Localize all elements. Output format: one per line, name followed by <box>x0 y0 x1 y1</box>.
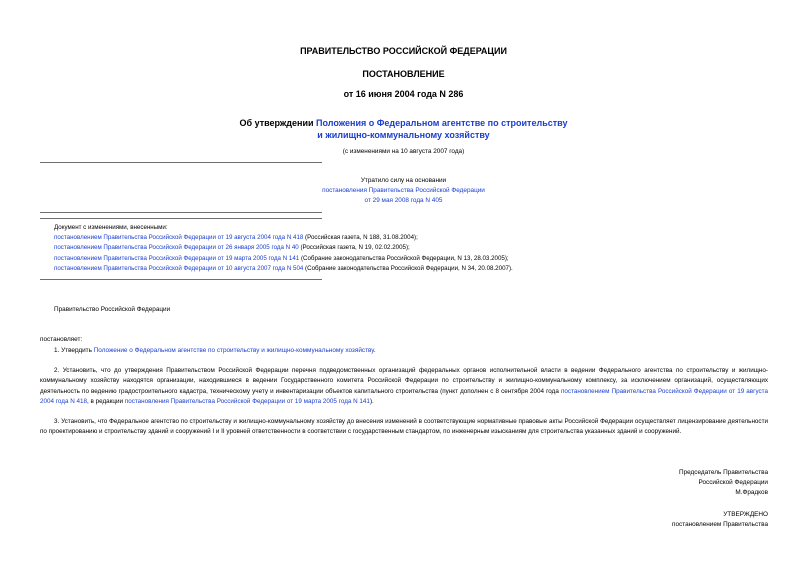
signature-line1: Председатель Правительства <box>679 469 768 476</box>
changes-heading: Документ с изменениями, внесенными: <box>54 224 168 231</box>
p2-link-141[interactable]: постановления Правительства Российской Федерации от 19 марта 2005 года N 141 <box>124 398 370 406</box>
title-prefix: Об утверждении <box>239 118 317 128</box>
repeal-line1: Утратило силу на основании <box>360 177 447 184</box>
divider <box>40 212 322 213</box>
p1-suffix: . <box>373 347 376 354</box>
list-item <box>54 243 794 253</box>
p1-prefix: 1. Утвердить <box>54 347 94 354</box>
signature-line2: Российской Федерации <box>698 479 768 486</box>
divider <box>40 218 322 219</box>
paragraph-2 <box>40 366 768 408</box>
divider <box>40 162 322 163</box>
p1-regulation-link[interactable]: Положение о Федеральном агентстве по строительству и жилищно-коммунальному хозяйству <box>93 347 374 354</box>
change-source: (Собрание законодательства Российской Федерации, N 34, 20.08.2007). <box>303 264 513 272</box>
approved-line1: УТВЕРЖДЕНО <box>723 511 768 518</box>
p2-text: , в редакции <box>87 398 125 406</box>
p2-text: 2. Установить, что до утверждения Правительством Российской Федерации перечня подведомственных организаций федеральных органов исполнительной власти в ведении Федерального агентства по строительству и жилищно-коммунальному хозяйству находятся организации, находившиеся в ведении Государственного комитета Российской Федерации по строительству и жилищно-коммунальному комплексу, за исключением организаций, осуществляющих деятельность по ведению градостроительного кадастра, техническому учету и инвентаризации объектов капитального строительства (пункт дополнен с 8 сентября 2004 года <box>40 367 768 395</box>
list-item <box>54 233 794 243</box>
p2-text: ). <box>369 398 374 406</box>
paragraph-1 <box>54 346 794 356</box>
repeal-link-line2[interactable]: постановления Правительства Российской Федерации <box>322 187 485 194</box>
divider <box>40 279 322 280</box>
issuer: Правительство Российской Федерации <box>54 306 171 313</box>
amendment-note: (с изменениями на 10 августа 2007 года) <box>342 148 465 155</box>
change-source: (Российская газета, N 188, 31.08.2004); <box>303 234 418 242</box>
government-heading: ПРАВИТЕЛЬСТВО РОССИЙСКОЙ ФЕДЕРАЦИИ <box>300 46 507 56</box>
list-item <box>54 264 794 274</box>
change-link[interactable]: постановлением Правительства Российской Федерации от 26 января 2005 года N 40 <box>54 244 299 252</box>
change-source: (Собрание законодательства Российской Федерации, N 13, 28.03.2005); <box>299 254 509 262</box>
paragraph-3: 3. Установить, что Федеральное агентство по строительству и жилищно-коммунальному хозяйству до внесения изменений в соответствующие нормативные правовые акты Российской Федерации осуществляет лицензирование деятельности по проектированию и строительству зданий и сооружений I и II уровней ответственности в соответствии с государственным стандартом, по инженерным изысканиям для строительства указанных зданий и сооружений. <box>40 418 768 436</box>
approved-line2: постановлением Правительства <box>672 521 768 528</box>
signature-line3: М.Фрадков <box>735 489 768 496</box>
change-source: (Российская газета, N 19, 02.02.2005); <box>298 244 410 252</box>
repeal-link-line3[interactable]: от 29 мая 2008 года N 405 <box>364 197 443 204</box>
repeal-block <box>0 176 807 206</box>
change-link[interactable]: постановлением Правительства Российской Федерации от 10 августа 2007 года N 504 <box>54 264 304 272</box>
change-link[interactable]: постановлением Правительства Российской Федерации от 19 августа 2004 года N 418 <box>54 234 304 242</box>
title-link-line2[interactable]: и жилищно-коммунальному хозяйству <box>317 130 490 140</box>
decides-text: постановляет: <box>40 336 83 343</box>
signature-block <box>560 468 768 498</box>
change-link[interactable]: постановлением Правительства Российской Федерации от 19 марта 2005 года N 141 <box>54 254 300 262</box>
document-title <box>0 117 807 141</box>
list-item <box>54 254 794 264</box>
p2-link-418[interactable]: постановлением Правительства Российской Федерации от 19 августа 2004 года N 418 <box>40 387 768 406</box>
title-link-line1[interactable]: Положения о Федеральном агентстве по строительству <box>316 118 568 128</box>
date-number-heading: от 16 июня 2004 года N 286 <box>343 89 464 99</box>
approved-block <box>560 510 768 530</box>
changes-list <box>54 223 794 274</box>
doc-type-heading: ПОСТАНОВЛЕНИЕ <box>362 69 445 79</box>
